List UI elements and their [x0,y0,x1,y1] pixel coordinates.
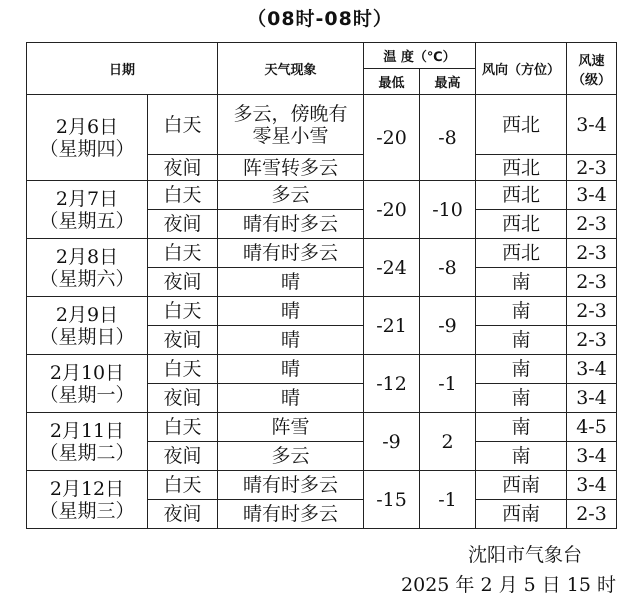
wind-direction: 南 [476,442,567,471]
weather-condition: 晴有时多云 [218,239,364,268]
wind-speed: 2-3 [567,210,617,239]
period-label: 夜间 [148,442,218,471]
min-temp: -20 [364,181,420,239]
wind-direction: 西北 [476,239,567,268]
date-cell [27,95,148,181]
date-text: 2月11日 [49,419,125,442]
date-cell [27,181,148,239]
table-row [27,297,617,326]
min-temp: -12 [364,355,420,413]
period-label: 夜间 [148,384,218,413]
wind-speed: 3-4 [567,384,617,413]
forecast-period-title: （08时-08时） [247,8,393,30]
wind-speed: 3-4 [567,355,617,384]
wind-direction: 西北 [476,95,567,155]
period-label: 夜间 [148,155,218,181]
table-row [27,471,617,500]
weekday-text: （星期五） [39,209,135,232]
wind-speed: 3-4 [567,471,617,500]
weather-condition: 晴有时多云 [218,471,364,500]
period-label: 白天 [148,355,218,384]
wind-speed: 2-3 [567,268,617,297]
date-cell [27,471,148,529]
header-min-temp: 最低 [364,69,420,95]
period-label: 白天 [148,181,218,210]
period-label: 白天 [148,95,218,155]
wind-speed: 3-4 [567,181,617,210]
min-temp: -20 [364,95,420,181]
weekday-text: （星期二） [39,441,135,464]
min-temp: -21 [364,297,420,355]
wind-speed: 2-3 [567,500,617,529]
wind-direction: 西南 [476,471,567,500]
date-cell [27,297,148,355]
weather-condition: 晴 [218,355,364,384]
wind-speed: 3-4 [567,442,617,471]
weather-condition: 阵雪转多云 [218,155,364,181]
period-label: 夜间 [148,500,218,529]
weekday-text: （星期六） [39,267,135,290]
max-temp: -9 [420,297,476,355]
max-temp: 2 [420,413,476,471]
weekday-text: （星期一） [39,383,135,406]
table-row [27,355,617,384]
weekday-text: （星期日） [39,325,135,348]
wind-direction: 南 [476,326,567,355]
wind-speed: 4-5 [567,413,617,442]
date-text: 2月8日 [55,245,119,268]
wind-speed: 3-4 [567,95,617,155]
max-temp: -8 [420,95,476,181]
issue-datetime: 2025 年 2 月 5 日 15 时 [401,574,616,596]
period-label: 夜间 [148,268,218,297]
period-label: 白天 [148,413,218,442]
weather-condition: 阵雪 [218,413,364,442]
max-temp: -1 [420,471,476,529]
forecast-table [26,42,617,529]
wind-direction: 西北 [476,210,567,239]
weather-condition: 晴 [218,268,364,297]
forecast-body [27,95,617,529]
header-wind-speed: 风速（级） [567,43,617,95]
header-max-temp: 最高 [420,69,476,95]
date-text: 2月6日 [55,115,119,138]
weekday-text: （星期四） [39,137,135,160]
min-temp: -15 [364,471,420,529]
weather-condition: 多云 [218,442,364,471]
header-temperature: 温 度（℃） [364,43,476,69]
period-label: 夜间 [148,326,218,355]
period-label: 白天 [148,297,218,326]
period-label: 夜间 [148,210,218,239]
date-text: 2月10日 [49,361,125,384]
wind-direction: 南 [476,384,567,413]
weekday-text: （星期三） [39,499,135,522]
wind-direction: 西北 [476,155,567,181]
min-temp: -9 [364,413,420,471]
wind-direction: 南 [476,297,567,326]
table-row [27,95,617,155]
wind-direction: 西南 [476,500,567,529]
min-temp: -24 [364,239,420,297]
max-temp: -8 [420,239,476,297]
wind-speed: 2-3 [567,326,617,355]
weather-condition: 晴有时多云 [218,500,364,529]
date-cell [27,355,148,413]
table-row [27,239,617,268]
wind-direction: 南 [476,268,567,297]
wind-speed: 2-3 [567,239,617,268]
header-wind-direction: 风向（方位） [476,43,567,95]
issuer: 沈阳市气象台 [467,544,582,566]
wind-speed: 2-3 [567,297,617,326]
table-row [27,413,617,442]
weather-condition: 晴 [218,384,364,413]
max-temp: -10 [420,181,476,239]
weather-condition: 多云，傍晚有零星小雪 [218,95,364,155]
header-date: 日期 [27,43,218,95]
header-phenomenon: 天气现象 [218,43,364,95]
wind-direction: 南 [476,413,567,442]
period-label: 白天 [148,471,218,500]
wind-direction: 南 [476,355,567,384]
date-cell [27,413,148,471]
weather-condition: 晴 [218,326,364,355]
date-text: 2月9日 [55,303,119,326]
table-row [27,181,617,210]
weather-condition: 晴有时多云 [218,210,364,239]
weather-condition: 多云 [218,181,364,210]
date-cell [27,239,148,297]
wind-direction: 西北 [476,181,567,210]
wind-speed: 2-3 [567,155,617,181]
date-text: 2月12日 [49,477,125,500]
period-label: 白天 [148,239,218,268]
date-text: 2月7日 [55,187,119,210]
max-temp: -1 [420,355,476,413]
weather-condition: 晴 [218,297,364,326]
